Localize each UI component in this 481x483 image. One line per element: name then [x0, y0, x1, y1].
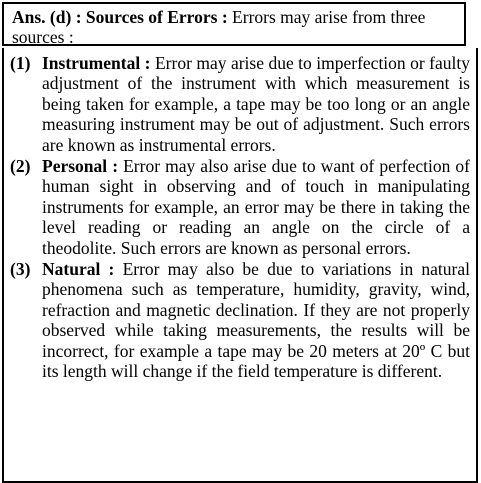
item-number: (1): [10, 53, 31, 73]
item-description: Error may also be due to variations in natural phenomena such as temperature, humidity, gravity, wind, refraction and magnetic declination. If they are not properly observed while taking measurements, the results will be incorrect, for example a tape may be 20 meters at 20º C but its length will change if the field temperature is different.: [42, 259, 470, 382]
item-description: Error may also arise due to want of perfection of human sight in observing and of touch in manipulating instruments for example, an error may be there in taking the level reading or reading an angle on the circle of a theodolite. Such errors are known as personal errors.: [42, 156, 470, 258]
list-item-instrumental: [10, 53, 470, 155]
item-term: Personal :: [42, 156, 119, 177]
item-description: Error may arise due to imperfection or faulty adjustment of the instrument with which measurement is being taken for example, a tape may be too long or an angle measuring instrument may be out of adjustment. Such errors are known as instrumental errors.: [42, 53, 470, 155]
list-item-personal: [10, 156, 470, 258]
item-term: Instrumental :: [42, 53, 151, 73]
item-number: (3): [10, 259, 31, 280]
answer-header: [2, 2, 466, 46]
item-number: (2): [10, 156, 31, 177]
answer-label: Ans. (d) : Sources of Errors :: [12, 7, 228, 27]
error-sources-list: [2, 48, 478, 483]
item-term: Natural :: [42, 259, 115, 280]
answer-intro: Errors may arise from three sources :: [12, 7, 426, 47]
list-item-natural: [10, 259, 470, 381]
